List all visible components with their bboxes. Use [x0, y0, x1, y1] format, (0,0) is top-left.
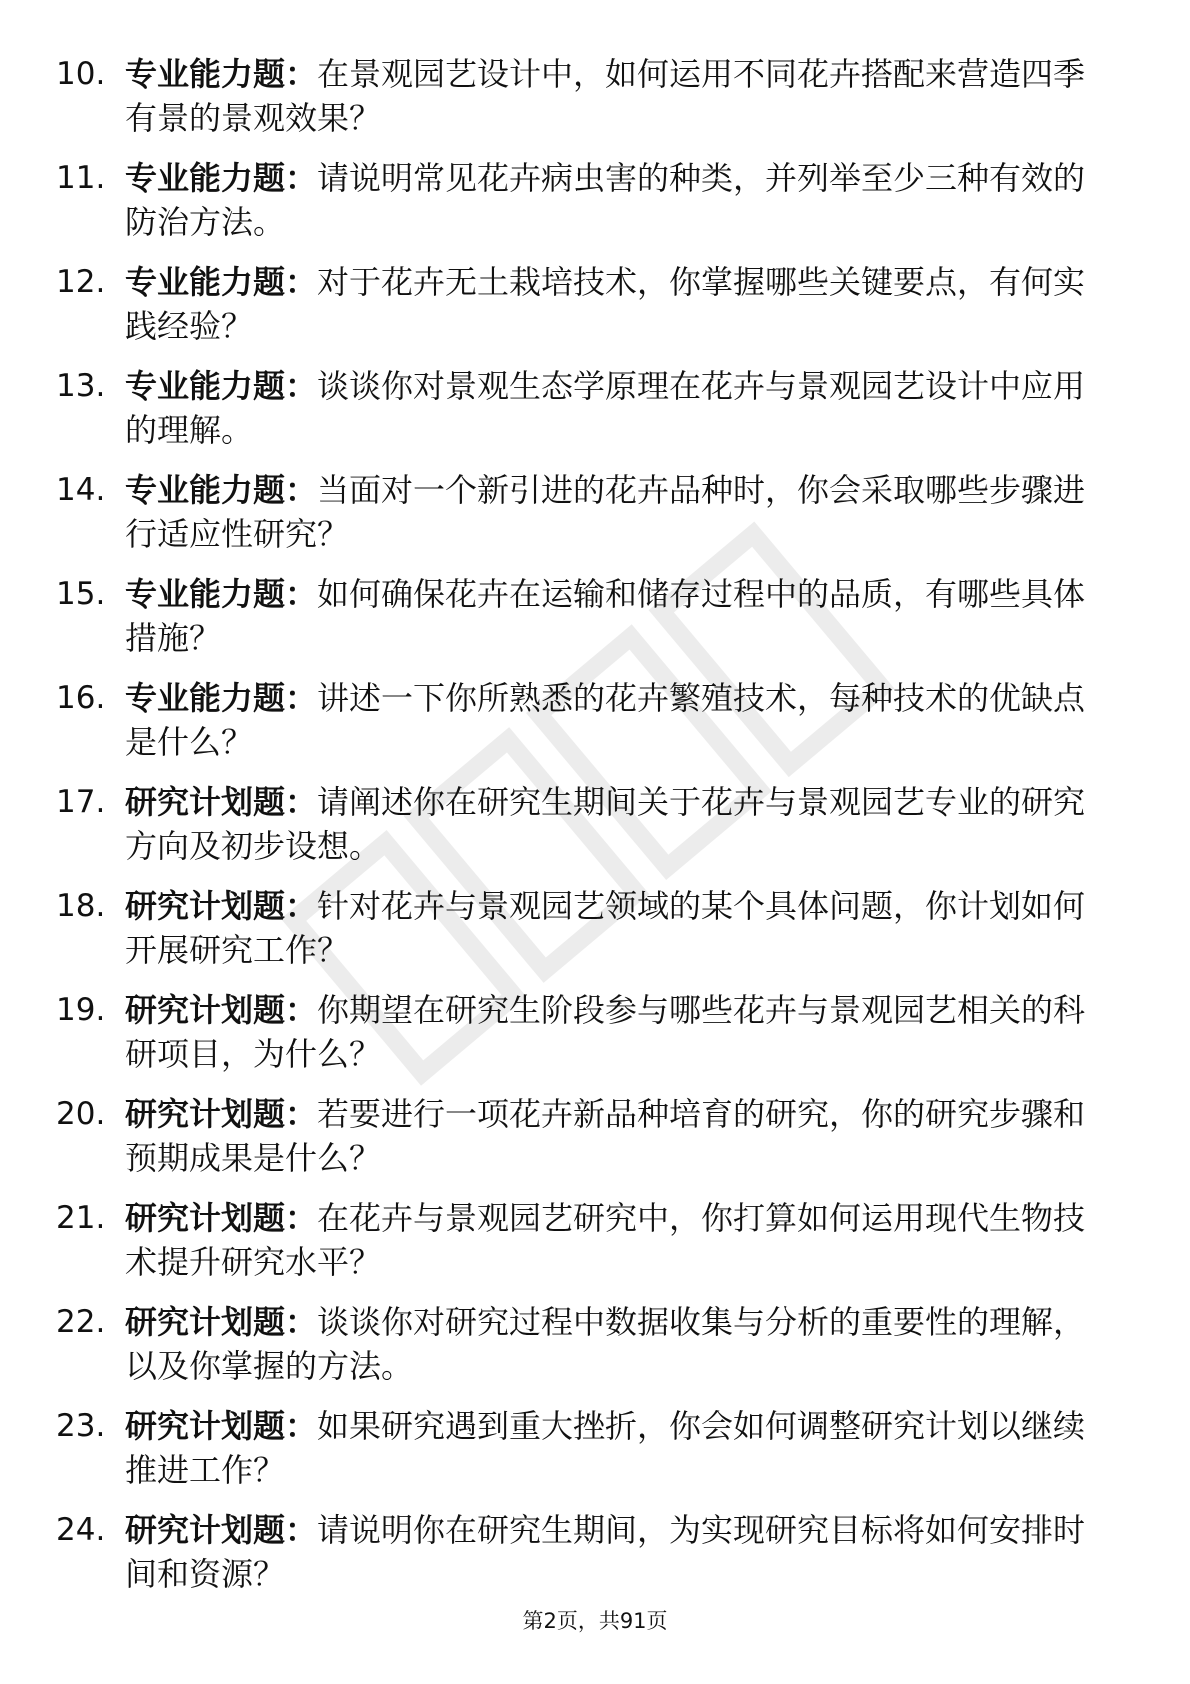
- question-item: [0, 1196, 1190, 1300]
- question-number: 18.: [56, 888, 106, 924]
- question-item: [0, 988, 1190, 1092]
- question-number: 24.: [56, 1512, 106, 1548]
- question-body: [125, 1092, 1107, 1180]
- question-body: [125, 1196, 1107, 1284]
- question-text: 请说明你在研究生期间，为实现研究目标将如何安排时间和资源？: [125, 1511, 1086, 1593]
- question-item: [0, 52, 1190, 156]
- question-number: 11.: [56, 160, 106, 196]
- question-item: [0, 1300, 1190, 1404]
- question-category: 研究计划题：: [125, 991, 318, 1029]
- question-category: 研究计划题：: [125, 783, 318, 821]
- question-item: [0, 572, 1190, 676]
- question-number: 19.: [56, 992, 106, 1028]
- question-text: 如何确保花卉在运输和储存过程中的品质，有哪些具体措施？: [125, 575, 1086, 657]
- question-text: 谈谈你对研究过程中数据收集与分析的重要性的理解，以及你掌握的方法。: [125, 1303, 1086, 1385]
- question-body: [125, 780, 1107, 868]
- question-text: 在景观园艺设计中，如何运用不同花卉搭配来营造四季有景的景观效果？: [125, 55, 1086, 137]
- question-body: [125, 988, 1107, 1076]
- question-text: 请说明常见花卉病虫害的种类，并列举至少三种有效的防治方法。: [125, 159, 1086, 241]
- question-number: 23.: [56, 1408, 106, 1444]
- question-category: 研究计划题：: [125, 1407, 318, 1445]
- question-number: 13.: [56, 368, 106, 404]
- question-text: 请阐述你在研究生期间关于花卉与景观园艺专业的研究方向及初步设想。: [125, 783, 1086, 865]
- question-text: 在花卉与景观园艺研究中，你打算如何运用现代生物技术提升研究水平？: [125, 1199, 1086, 1281]
- question-number: 15.: [56, 576, 106, 612]
- question-item: [0, 156, 1190, 260]
- question-category: 专业能力题：: [125, 367, 318, 405]
- question-body: [125, 364, 1107, 452]
- question-number: 10.: [56, 56, 106, 92]
- question-body: [125, 676, 1107, 764]
- question-body: [125, 52, 1107, 140]
- question-item: [0, 468, 1190, 572]
- question-category: 研究计划题：: [125, 1511, 318, 1549]
- question-category: 专业能力题：: [125, 263, 318, 301]
- question-category: 研究计划题：: [125, 887, 318, 925]
- question-number: 22.: [56, 1304, 106, 1340]
- question-item: [0, 1404, 1190, 1508]
- question-body: [125, 1404, 1107, 1492]
- question-item: [0, 364, 1190, 468]
- question-category: 专业能力题：: [125, 471, 318, 509]
- question-number: 21.: [56, 1200, 106, 1236]
- question-body: [125, 156, 1107, 244]
- question-item: [0, 260, 1190, 364]
- question-number: 17.: [56, 784, 106, 820]
- question-text: 针对花卉与景观园艺领域的某个具体问题，你计划如何开展研究工作？: [125, 887, 1086, 969]
- question-body: [125, 1300, 1107, 1388]
- question-text: 你期望在研究生阶段参与哪些花卉与景观园艺相关的科研项目，为什么？: [125, 991, 1086, 1073]
- question-item: [0, 1092, 1190, 1196]
- question-item: [0, 1508, 1190, 1612]
- question-category: 研究计划题：: [125, 1199, 318, 1237]
- question-body: [125, 572, 1107, 660]
- question-item: [0, 884, 1190, 988]
- question-number: 12.: [56, 264, 106, 300]
- question-text: 当面对一个新引进的花卉品种时，你会采取哪些步骤进行适应性研究？: [125, 471, 1086, 553]
- question-category: 专业能力题：: [125, 575, 318, 613]
- question-body: [125, 1508, 1107, 1596]
- question-text: 讲述一下你所熟悉的花卉繁殖技术，每种技术的优缺点是什么？: [125, 679, 1086, 761]
- question-category: 专业能力题：: [125, 679, 318, 717]
- question-category: 专业能力题：: [125, 159, 318, 197]
- page-footer: 第2页，共91页: [522, 1609, 668, 1633]
- question-text: 若要进行一项花卉新品种培育的研究，你的研究步骤和预期成果是什么？: [125, 1095, 1086, 1177]
- question-category: 研究计划题：: [125, 1303, 318, 1341]
- question-body: [125, 884, 1107, 972]
- question-category: 研究计划题：: [125, 1095, 318, 1133]
- question-item: [0, 780, 1190, 884]
- question-number: 14.: [56, 472, 106, 508]
- question-body: [125, 468, 1107, 556]
- question-body: [125, 260, 1107, 348]
- question-text: 如果研究遇到重大挫折，你会如何调整研究计划以继续推进工作？: [125, 1407, 1086, 1489]
- question-item: [0, 676, 1190, 780]
- question-text: 对于花卉无土栽培技术，你掌握哪些关键要点，有何实践经验？: [125, 263, 1086, 345]
- question-list: [0, 52, 1190, 1612]
- question-number: 16.: [56, 680, 106, 716]
- question-category: 专业能力题：: [125, 55, 318, 93]
- question-number: 20.: [56, 1096, 106, 1132]
- question-text: 谈谈你对景观生态学原理在花卉与景观园艺设计中应用的理解。: [125, 367, 1086, 449]
